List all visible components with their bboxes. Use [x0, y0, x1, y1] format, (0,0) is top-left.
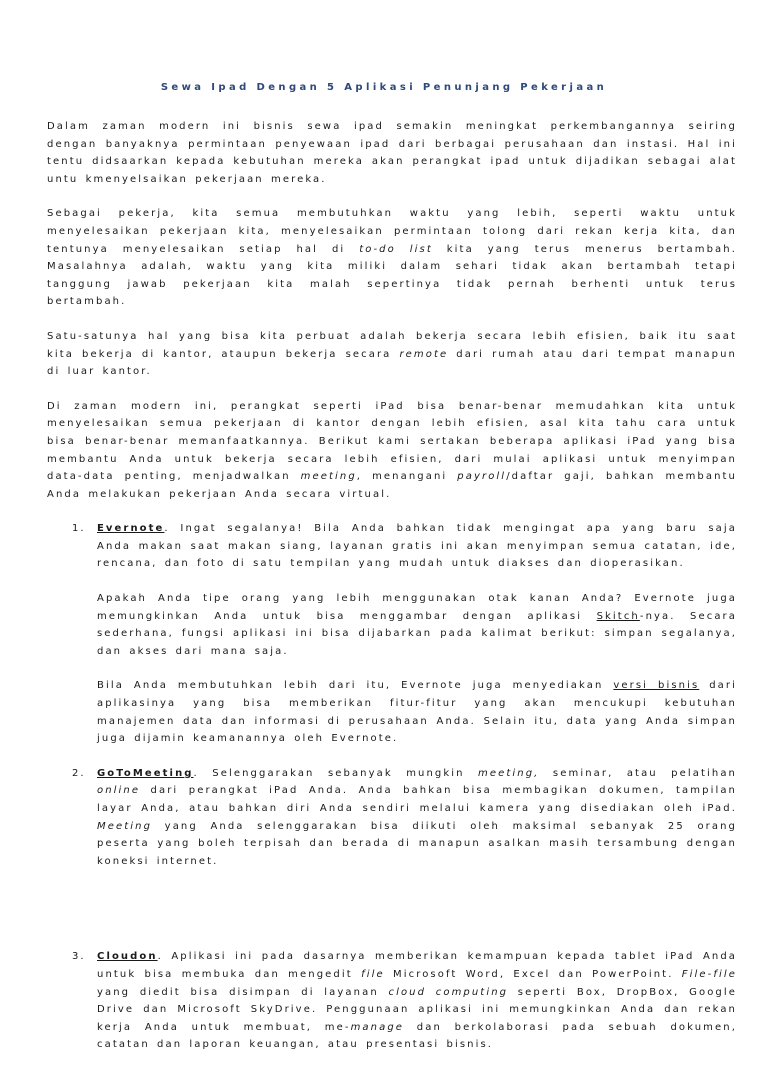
document-title: Sewa Ipad Dengan 5 Aplikasi Penunjang Pekerjaan: [160, 82, 608, 93]
skitch-link[interactable]: Skitch: [596, 610, 640, 622]
evernote-link[interactable]: Evernote: [97, 523, 165, 535]
gotomeeting-link[interactable]: GoToMeeting: [97, 767, 194, 779]
list-item-evernote: 1. Evernote. Ingat segalanya! Bila Anda bahkan tidak mengingat apa yang baru saja Anda makan saat makan siang, layanan gratis ini akan menyimpan semua catatan, ide, rencana, dan foto di satu tempilan yang mudah untuk diakses dan dioperasikan. Apakah Anda tipe orang yang lebih menggunakan otak kanan Anda? Evernote juga memungkinkan Anda untuk bisa menggambar dengan aplikasi Skitch-nya. Secara sederhana, fungsi aplikasi ini bisa dijabarkan pada kalimat berikut: simpan segalanya, dan akses dari mana saja. Bila Anda membutuhkan lebih dari itu, Evernote juga menyediakan versi bisnis dari aplikasinya yang bisa memberikan fitur-fitur yang akan mencukupi kebutuhan manajemen data dan informasi di perusahaan Anda. Selain itu, data yang Anda simpan juga dijamin keamanannya oleh Evernote.: [93, 520, 737, 748]
cloudon-link[interactable]: Cloudon: [97, 951, 158, 963]
document-body: [47, 118, 737, 1071]
intro-paragraph-3: Satu-satunya hal yang bisa kita perbuat adalah bekerja secara lebih efisien, baik itu saat kita bekerja di kantor, ataupun bekerja secara remote dari rumah atau dari tempat manapun di luar kantor.: [47, 330, 737, 378]
intro-paragraph-1: Dalam zaman modern ini bisnis sewa ipad semakin meningkat perkembangannya seiring dengan banyaknya permintaan penyewaan ipad dari berbagai perusahaan dan instasi. Hal ini tentu didsaarkan kepada kebutuhan mereka akan perangkat ipad untuk dijadikan sebagai alat untu kmenyelsaikan pekerjaan mereka.: [47, 121, 737, 185]
intro-paragraph-2: Sebagai pekerja, kita semua membutuhkan waktu yang lebih, seperti waktu untuk menyelesaikan pekerjaan kita, menyelesaikan permintaan tolong dari rekan kerja kita, dan tentunya menyelesaikan setiap hal di to-do list kita yang terus menerus bertambah. Masalahnya adalah, waktu yang kita miliki dalam sehari tidak akan bertambah tetapi tanggung jawab pekerjaan kita malah sepertinya tidak pernah berhenti untuk terus bertambah.: [47, 208, 738, 308]
list-item-gotomeeting: 2. GoToMeeting. Selenggarakan sebanyak mungkin meeting, seminar, atau pelatihan online dari perangkat iPad Anda. Anda bahkan bisa membagikan dokumen, tampilan layar Anda, atau bahkan diri Anda sendiri melalui kamera yang disediakan oleh iPad. Meeting yang Anda selenggarakan bisa diikuti oleh maksimal sebanyak 25 orang peserta yang boleh terpisah dan berada di manapun asalkan masih tersambung dengan koneksi internet.: [93, 765, 737, 932]
intro-paragraph-4: Di zaman modern ini, perangkat seperti iPad bisa benar-benar memudahkan kita untuk menyelesaikan semua pekerjaan di kantor dengan lebih efisien, asal kita tahu cara untuk bisa benar-benar memanfaatkannya. Berikut kami sertakan beberapa aplikasi iPad yang bisa membantu Anda untuk bekerja secara lebih efisien, dari mulai aplikasi untuk menyimpan data-data penting, menjadwalkan meeting, menangani payroll/daftar gaji, bahkan membantu Anda melakukan pekerjaan Anda secara virtual.: [47, 400, 737, 500]
list-item-cloudon: 3. Cloudon. Aplikasi ini pada dasarnya memberikan kemampuan kepada tablet iPad Anda untuk bisa membuka dan mengedit file Microsoft Word, Excel dan PowerPoint. File-file yang diedit bisa disimpan di layanan cloud computing seperti Box, DropBox, Google Drive dan Microsoft SkyDrive. Penggunaan aplikasi ini memungkinkan Anda dan rekan kerja Anda untuk membuat, me-manage dan berkolaborasi pada sebuah dokumen, catatan dan laporan keuangan, atau presentasi bisnis.: [93, 948, 737, 1054]
versi-bisnis-link[interactable]: versi bisnis: [613, 680, 700, 692]
app-list: [47, 520, 737, 1054]
